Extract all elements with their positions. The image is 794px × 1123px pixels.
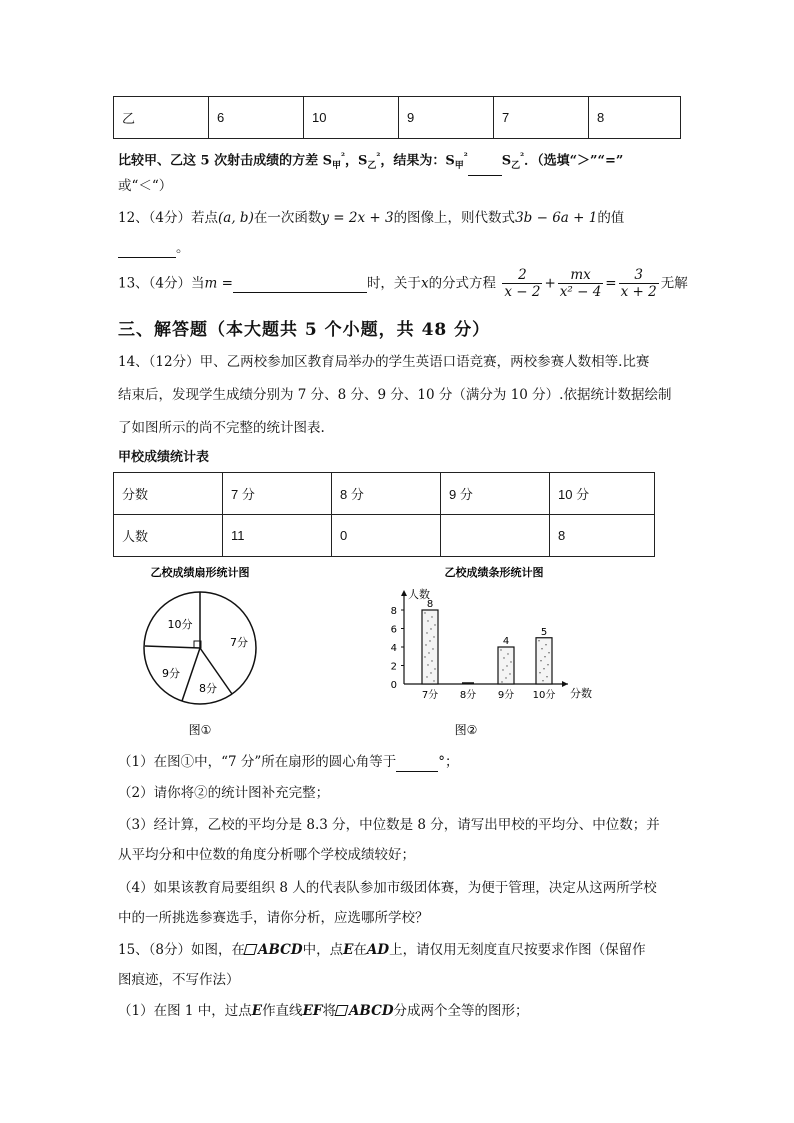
table-cell: 8 [589, 97, 681, 139]
table-cell: 10 [304, 97, 399, 139]
bar-texture-dot [507, 653, 508, 654]
fraction-2: $\frac{mx}{\text{x² − 4}}$ [559, 267, 602, 300]
table-cell: 11 [223, 515, 332, 557]
table-cell: 人数 [114, 515, 223, 557]
q13-line: 13、（4分）当m = 时，关于x的分式方程 $\frac{2}{x - 2}$ + $\frac{mx}{\text{x² − 4}}$ = $\frac{3}{x + 2}$ 无解 [118, 267, 688, 300]
bar-data-label: 5 [540, 626, 548, 638]
bar-texture-dot [538, 640, 539, 641]
bar-texture-dot [505, 677, 506, 678]
pie-label: 9分 [162, 667, 180, 680]
q14-sub2: （2）请你将②的统计图补充完整； [118, 785, 330, 801]
bar [536, 638, 552, 684]
pie-title: 乙校成绩扇形统计图 [150, 566, 250, 579]
parallelogram-icon [244, 944, 258, 955]
bar-texture-dot [510, 661, 511, 662]
table-header-cell: 8 分 [332, 473, 441, 515]
q15-line2: 图痕迹，不写作法） [118, 972, 240, 988]
bar-texture-dot [544, 656, 545, 657]
q15-line1: 15、（8分）如图，在 ABCD中，点E在AD上，请仅用无刻度直尺按要求作图（保留作 [118, 942, 646, 958]
answer-blank[interactable] [233, 274, 367, 293]
q14-sub4-line2: 中的一所挑选参赛选手，请你分析，应选哪所学校？ [118, 910, 429, 926]
bar-texture-dot [548, 652, 549, 653]
bar-texture-dot [431, 616, 432, 617]
bar-data-label: 8 [426, 599, 434, 610]
bar-texture-dot [427, 620, 428, 621]
answer-blank[interactable] [468, 161, 502, 176]
table-header-cell: 分数 [114, 473, 223, 515]
q11-line1: 比较甲、乙这 5 次射击成绩的方差 $S_甲^{^2}$，$S_乙^{^2}$，结果为：$S_甲^{^2}$ $S_乙^{^2}$．（选填“＞”“=” [118, 147, 623, 176]
bar-caption: 图② [454, 723, 478, 737]
pie-label: 7分 [230, 636, 248, 649]
x-tick-label: 9分 [497, 690, 515, 701]
q15-sub1: （1）在图 1 中，过点E作直线EF将 ABCD分成两个全等的图形； [118, 1003, 529, 1019]
bar-texture-dot [427, 664, 428, 665]
score-table-yi [113, 96, 681, 139]
bar-texture-dot [430, 628, 431, 629]
table-cell: 6 [209, 97, 304, 139]
y-tick-label: 0 [390, 680, 397, 691]
x-tick-label: 8分 [459, 690, 477, 701]
table-cell: 乙 [114, 97, 209, 139]
bar-texture-dot [428, 652, 429, 653]
bar-texture-dot [539, 672, 540, 673]
bar-texture-dot [509, 673, 510, 674]
bar-texture-dot [426, 632, 427, 633]
pie-sector-edge [145, 646, 200, 648]
table-cell: 9 [399, 97, 494, 139]
bar-texture-dot [500, 649, 501, 650]
score-table-jia [113, 472, 655, 557]
pie-label: 8分 [199, 682, 217, 695]
bar-texture-dot [546, 676, 547, 677]
bar-texture-dot [429, 640, 430, 641]
table-cell: 0 [332, 515, 441, 557]
bar-texture-dot [432, 648, 433, 649]
pie-caption: 图① [188, 723, 212, 737]
bar-title: 乙校成绩条形统计图 [444, 566, 544, 579]
bar-texture-dot [542, 680, 543, 681]
bar-texture-dot [540, 660, 541, 661]
bar-texture-dot [547, 664, 548, 665]
q14-line1: 14、（12分）甲、乙两校参加区教育局举办的学生英语口语竞赛，两校参赛人数相等.比赛 [118, 354, 650, 370]
y-tick-label: 4 [390, 643, 397, 654]
bar-texture-dot [503, 657, 504, 658]
bar-texture-dot [543, 668, 544, 669]
q14-sub3-line1: （3）经计算，乙校的平均分是 8.3 分，中位数是 8 分，请写出甲校的平均分、中位数；并 [118, 817, 660, 833]
bar-texture-dot [541, 648, 542, 649]
bar-data-label: 4 [502, 636, 510, 647]
y-tick-label: 6 [390, 624, 397, 636]
q14-line3: 了如图所示的尚不完整的统计图表. [118, 420, 325, 436]
y-axis-arrow [401, 590, 407, 596]
bar-texture-dot [430, 672, 431, 673]
x-axis-label: 分数 [570, 687, 592, 700]
bar-texture-dot [425, 644, 426, 645]
x-tick-label: 7分 [421, 690, 439, 701]
x-axis-arrow [562, 681, 568, 687]
table-cell-blank[interactable] [441, 515, 550, 557]
section-heading: 三、解答题（本大题共 5 个小题，共 48 分） [118, 320, 491, 340]
answer-blank[interactable] [118, 243, 176, 258]
y-tick-label: 2 [390, 661, 397, 673]
bar-texture-dot [431, 660, 432, 661]
q14-sub4-line1: （4）如果该教育局要组织 8 人的代表队参加市级团体赛，为便于管理，决定从这两所学校 [118, 880, 657, 896]
answer-blank[interactable] [396, 757, 438, 772]
q12-line1: 12、（4分）若点(a, b)在一次函数y = 2x + 3的图像上，则代数式3b − 6a + 1的值 [118, 210, 625, 226]
bar-texture-dot [426, 676, 427, 677]
pie-sector-edge [182, 648, 200, 701]
pie-label: 10分 [167, 618, 193, 631]
bar-texture-dot [545, 644, 546, 645]
q12-line2: 。 [118, 238, 190, 258]
table-header-cell: 9 分 [441, 473, 550, 515]
bar-texture-dot [433, 636, 434, 637]
bar-texture-dot [501, 681, 502, 682]
bar-texture-dot [424, 656, 425, 657]
table-header-cell: 7 分 [223, 473, 332, 515]
bar-texture-dot [424, 612, 425, 613]
bar-texture-dot [506, 665, 507, 666]
bar-texture-dot [433, 680, 434, 681]
bar-chart [368, 560, 608, 745]
bar-texture-dot [434, 668, 435, 669]
q14-line2: 结束后，发现学生成绩分别为 7 分、8 分、9 分、10 分（满分为 10 分）.依据统计数据绘制 [118, 387, 672, 403]
pie-chart [128, 560, 278, 745]
q14-sub1: （1）在图①中，“7 分”所在扇形的圆心角等于 °； [118, 754, 459, 770]
q14-sub3-line2: 从平均分和中位数的角度分析哪个学校成绩较好； [118, 847, 415, 863]
table-header-cell: 10 分 [550, 473, 655, 515]
table-title: 甲校成绩统计表 [118, 450, 210, 465]
bar-texture-dot [502, 669, 503, 670]
table-cell: 7 [494, 97, 589, 139]
fraction-1: $\frac{2}{x - 2}$ [504, 267, 541, 300]
x-tick-label: 10分 [532, 690, 556, 701]
q11-line2: 或“＜“） [118, 178, 173, 194]
parallelogram-icon [334, 1005, 348, 1016]
y-tick-label: 8 [390, 606, 397, 617]
y-axis-label: 人数 [408, 588, 430, 601]
table-cell: 8 [550, 515, 655, 557]
fraction-3: $\frac{3}{x + 2}$ [620, 267, 657, 300]
bar-texture-dot [434, 624, 435, 625]
bar [422, 610, 438, 684]
